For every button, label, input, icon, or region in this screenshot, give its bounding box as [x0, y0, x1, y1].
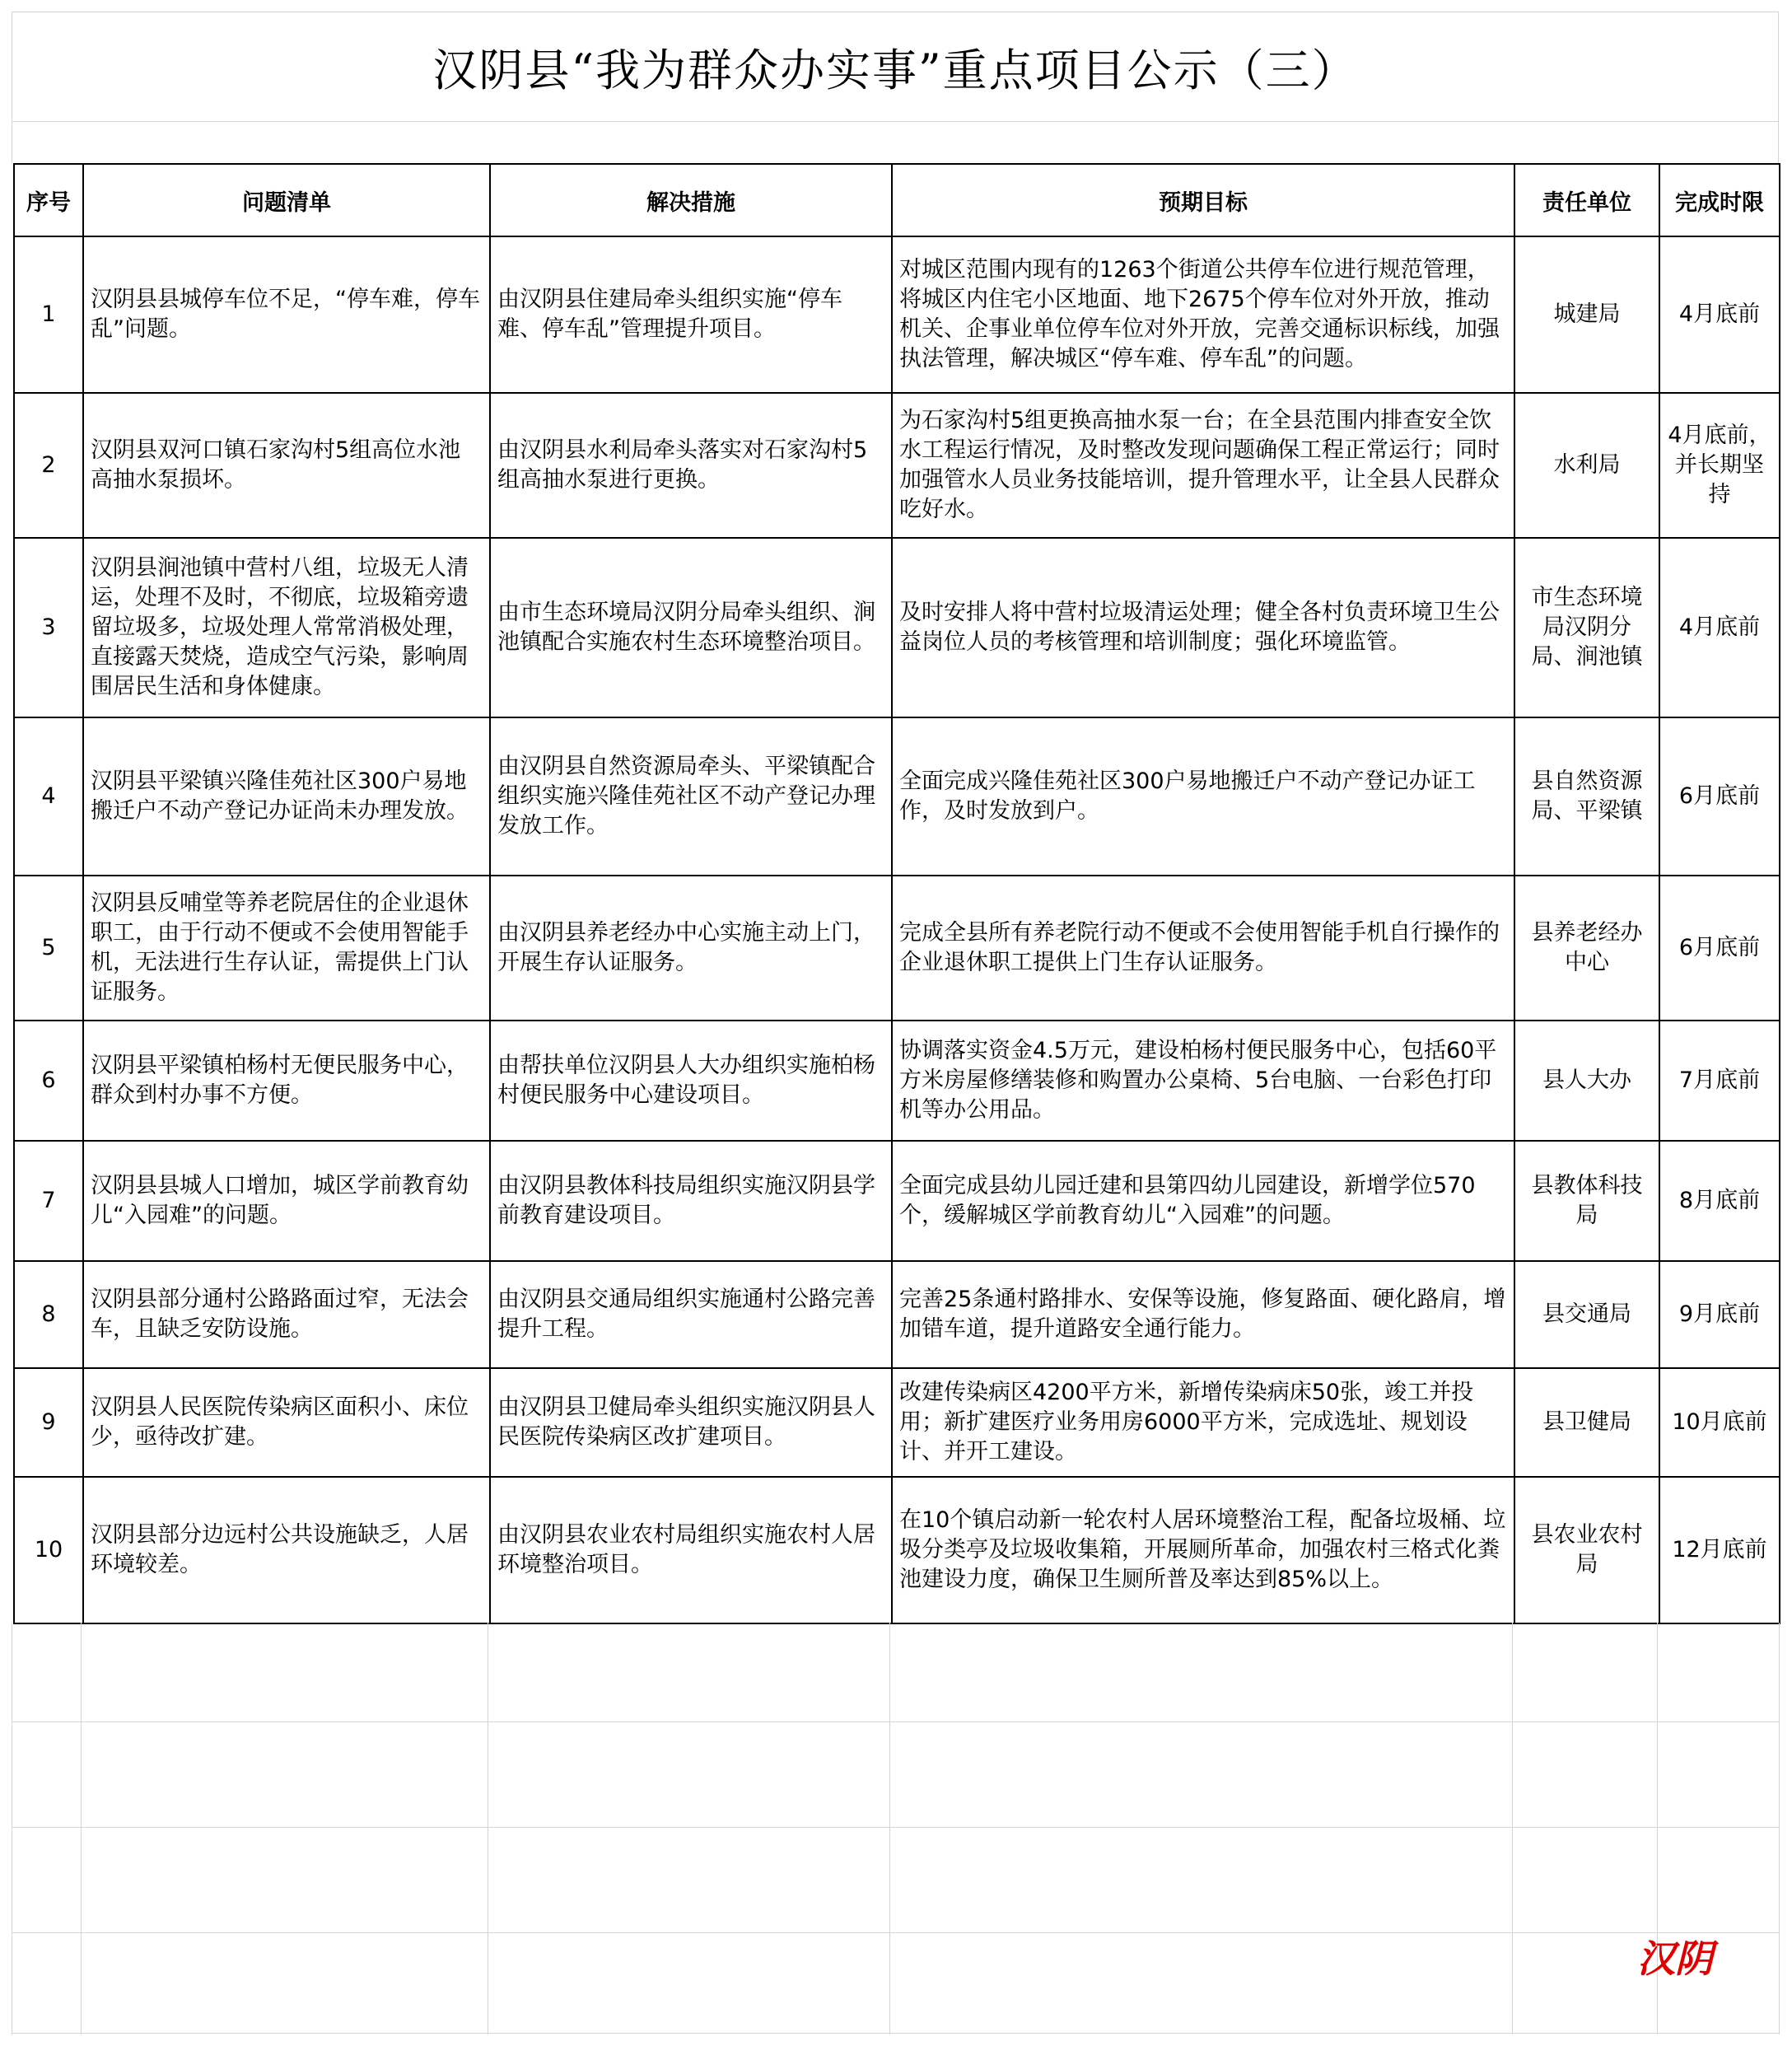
cell-unit: 县交通局 — [1514, 1261, 1659, 1368]
cell-deadline: 9月底前 — [1659, 1261, 1780, 1368]
watermark-logo: 汉阴 — [1637, 1936, 1713, 1981]
cell-goal: 全面完成县幼儿园迁建和县第四幼儿园建设，新增学位570个，缓解城区学前教育幼儿“入园难”的问题。 — [892, 1141, 1514, 1261]
cell-measure: 由帮扶单位汉阴县人大办组织实施柏杨村便民服务中心建设项目。 — [490, 1021, 892, 1141]
cell-measure: 由汉阴县交通局组织实施通村公路完善提升工程。 — [490, 1261, 892, 1368]
table-row — [14, 1021, 1780, 1141]
cell-goal: 为石家沟村5组更换高抽水泵一台；在全县范围内排查安全饮水工程运行情况，及时整改发现问题确保工程正常运行；同时加强管水人员业务技能培训，提升管理水平，让全县人民群众吃好水。 — [892, 393, 1514, 538]
cell-no: 5 — [14, 876, 83, 1021]
table-row — [14, 393, 1780, 538]
cell-goal: 完善25条通村路排水、安保等设施，修复路面、硬化路肩，增加错车道，提升道路安全通行能力。 — [892, 1261, 1514, 1368]
cell-unit: 县教体科技局 — [1514, 1141, 1659, 1261]
table-row — [14, 876, 1780, 1021]
cell-measure: 由汉阴县教体科技局组织实施汉阴县学前教育建设项目。 — [490, 1141, 892, 1261]
cell-goal: 对城区范围内现有的1263个街道公共停车位进行规范管理，将城区内住宅小区地面、地下2675个停车位对外开放，推动机关、企事业单位停车位对外开放，完善交通标识标线，加强执法管理，解决城区“停车难、停车乱”的问题。 — [892, 236, 1514, 393]
cell-measure: 由市生态环境局汉阴分局牵头组织、涧池镇配合实施农村生态环境整治项目。 — [490, 538, 892, 717]
gridline — [889, 1623, 890, 2034]
cell-problem: 汉阴县县城人口增加，城区学前教育幼儿“入园难”的问题。 — [83, 1141, 490, 1261]
cell-problem: 汉阴县部分通村公路路面过窄，无法会车，且缺乏安防设施。 — [83, 1261, 490, 1368]
cell-goal: 改建传染病区4200平方米，新增传染病床50张，竣工并投用；新扩建医疗业务用房6000平方米，完成选址、规划设计、并开工建设。 — [892, 1368, 1514, 1477]
cell-problem: 汉阴县部分边远村公共设施缺乏，人居环境较差。 — [83, 1477, 490, 1623]
page-title: 汉阴县“我为群众办实事”重点项目公示（三） — [432, 44, 1358, 96]
cell-no: 1 — [14, 236, 83, 393]
cell-measure: 由汉阴县水利局牵头落实对石家沟村5组高抽水泵进行更换。 — [490, 393, 892, 538]
cell-goal: 及时安排人将中营村垃圾清运处理；健全各村负责环境卫生公益岗位人员的考核管理和培训制度；强化环境监管。 — [892, 538, 1514, 717]
cell-unit: 水利局 — [1514, 393, 1659, 538]
cell-deadline: 12月底前 — [1659, 1477, 1780, 1623]
cell-unit: 县人大办 — [1514, 1021, 1659, 1141]
table-row — [14, 236, 1780, 393]
cell-no: 2 — [14, 393, 83, 538]
cell-measure: 由汉阴县自然资源局牵头、平梁镇配合组织实施兴隆佳苑社区不动产登记办理发放工作。 — [490, 717, 892, 876]
header-goal: 预期目标 — [892, 164, 1514, 236]
gridline — [12, 1932, 1779, 1933]
gridline — [12, 1827, 1779, 1828]
cell-deadline: 4月底前，并长期坚持 — [1659, 393, 1780, 538]
cell-problem: 汉阴县反哺堂等养老院居住的企业退休职工，由于行动不便或不会使用智能手机，无法进行生存认证，需提供上门认证服务。 — [83, 876, 490, 1021]
header-measure: 解决措施 — [490, 164, 892, 236]
cell-no: 3 — [14, 538, 83, 717]
cell-deadline: 6月底前 — [1659, 717, 1780, 876]
cell-problem: 汉阴县平梁镇兴隆佳苑社区300户易地搬迁户不动产登记办证尚未办理发放。 — [83, 717, 490, 876]
header-no: 序号 — [14, 164, 83, 236]
cell-no: 7 — [14, 1141, 83, 1261]
project-table — [13, 163, 1780, 1624]
header-unit: 责任单位 — [1514, 164, 1659, 236]
cell-no: 10 — [14, 1477, 83, 1623]
cell-no: 6 — [14, 1021, 83, 1141]
header-problem: 问题清单 — [83, 164, 490, 236]
cell-unit: 城建局 — [1514, 236, 1659, 393]
header-row — [14, 164, 1780, 236]
cell-problem: 汉阴县县城停车位不足，“停车难，停车乱”问题。 — [83, 236, 490, 393]
blank-row — [12, 122, 1779, 163]
cell-problem: 汉阴县人民医院传染病区面积小、床位少，亟待改扩建。 — [83, 1368, 490, 1477]
cell-unit: 市生态环境局汉阴分局、涧池镇 — [1514, 538, 1659, 717]
cell-problem: 汉阴县平梁镇柏杨村无便民服务中心，群众到村办事不方便。 — [83, 1021, 490, 1141]
table-row — [14, 1477, 1780, 1623]
gridline — [1512, 1623, 1513, 2034]
cell-measure: 由汉阴县卫健局牵头组织实施汉阴县人民医院传染病区改扩建项目。 — [490, 1368, 892, 1477]
cell-measure: 由汉阴县养老经办中心实施主动上门，开展生存认证服务。 — [490, 876, 892, 1021]
cell-deadline: 6月底前 — [1659, 876, 1780, 1021]
cell-unit: 县农业农村局 — [1514, 1477, 1659, 1623]
cell-problem: 汉阴县双河口镇石家沟村5组高位水池高抽水泵损坏。 — [83, 393, 490, 538]
cell-unit: 县卫健局 — [1514, 1368, 1659, 1477]
table-row — [14, 717, 1780, 876]
gridline — [81, 1623, 82, 2034]
table-row — [14, 1261, 1780, 1368]
header-deadline: 完成时限 — [1659, 164, 1780, 236]
cell-goal: 完成全县所有养老院行动不便或不会使用智能手机自行操作的企业退休职工提供上门生存认证服务。 — [892, 876, 1514, 1021]
table-row — [14, 538, 1780, 717]
gridline — [12, 2033, 1779, 2034]
cell-deadline: 7月底前 — [1659, 1021, 1780, 1141]
table-row — [14, 1368, 1780, 1477]
gridline — [12, 1721, 1779, 1722]
cell-deadline: 10月底前 — [1659, 1368, 1780, 1477]
title-row — [12, 12, 1779, 122]
cell-problem: 汉阴县涧池镇中营村八组，垃圾无人清运，处理不及时，不彻底，垃圾箱旁遗留垃圾多，垃圾处理人常常消极处理，直接露天焚烧，造成空气污染，影响周围居民生活和身体健康。 — [83, 538, 490, 717]
table-row — [14, 1141, 1780, 1261]
cell-measure: 由汉阴县住建局牵头组织实施“停车难、停车乱”管理提升项目。 — [490, 236, 892, 393]
cell-no: 4 — [14, 717, 83, 876]
cell-unit: 县养老经办中心 — [1514, 876, 1659, 1021]
cell-measure: 由汉阴县农业农村局组织实施农村人居环境整治项目。 — [490, 1477, 892, 1623]
cell-goal: 在10个镇启动新一轮农村人居环境整治工程，配备垃圾桶、垃圾分类亭及垃圾收集箱，开展厕所革命，加强农村三格式化粪池建设力度，确保卫生厕所普及率达到85%以上。 — [892, 1477, 1514, 1623]
cell-deadline: 4月底前 — [1659, 236, 1780, 393]
cell-deadline: 8月底前 — [1659, 1141, 1780, 1261]
gridline — [1779, 1623, 1780, 2034]
cell-goal: 全面完成兴隆佳苑社区300户易地搬迁户不动产登记办证工作，及时发放到户。 — [892, 717, 1514, 876]
cell-no: 8 — [14, 1261, 83, 1368]
cell-no: 9 — [14, 1368, 83, 1477]
cell-deadline: 4月底前 — [1659, 538, 1780, 717]
cell-unit: 县自然资源局、平梁镇 — [1514, 717, 1659, 876]
cell-goal: 协调落实资金4.5万元，建设柏杨村便民服务中心，包括60平方米房屋修缮装修和购置办公桌椅、5台电脑、一台彩色打印机等办公用品。 — [892, 1021, 1514, 1141]
